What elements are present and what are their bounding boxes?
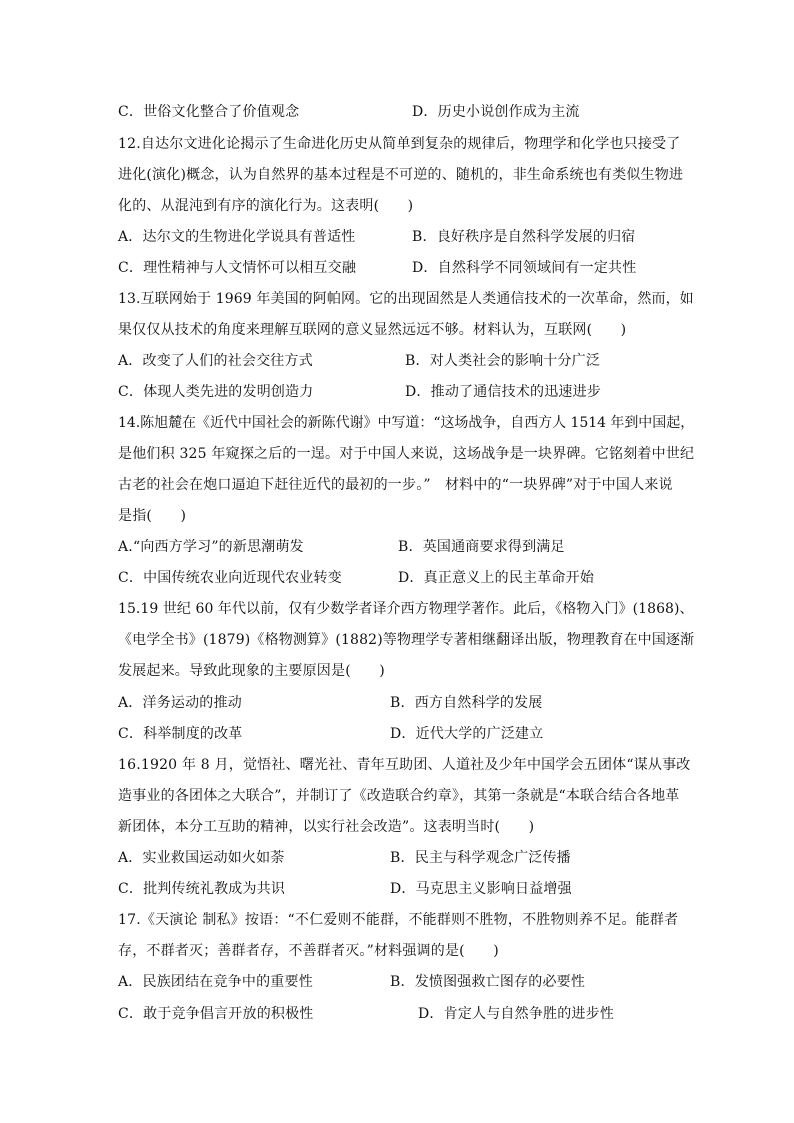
option-b: B．良好秩序是自然科学发展的归宿 [412, 229, 636, 245]
option-d: D．推动了通信技术的迅速进步 [405, 384, 602, 400]
option-d: D．近代大学的广泛建立 [390, 726, 544, 742]
question-text-line: 是他们积 325 年窥探之后的一逞。对于中国人来说，这场战争是一块界碑。它铭刻着中世纪 [118, 446, 695, 462]
question-text-line: 新团体，本分工互助的精神，以实行社会改造”。这表明当时( ) [118, 819, 535, 835]
option-a: A．民族团结在竞争中的重要性 [118, 974, 313, 990]
question-text-line: 果仅仅从技术的角度来理解互联网的意义显然远远不够。材料认为，互联网( ) [118, 322, 627, 338]
option-d: D．肯定人与自然争胜的进步性 [418, 1006, 615, 1022]
option-a: A．实业救国运动如火如荼 [118, 850, 285, 866]
question-text-line: 17.《天演论 制私》按语：“不仁爱则不能群，不能群则不胜物，不胜物则养不足。能群者 [118, 912, 679, 928]
option-d: D．自然科学不同领域间有一定共性 [412, 260, 637, 276]
question-text-line: 存，不群者灭；善群者存，不善群者灭。”材料强调的是( ) [118, 943, 499, 959]
option-c: C．体现人类先进的发明创造力 [118, 384, 314, 400]
option-b: B．对人类社会的影响十分广泛 [405, 353, 601, 369]
question-text-line: 12.自达尔文进化论揭示了生命进化历史从简单到复杂的规律后，物理学和化学也只接受了 [118, 136, 681, 152]
option-c: C．理性精神与人文情怀可以相互交融 [118, 260, 357, 276]
option-a: A．洋务运动的推动 [118, 695, 242, 711]
option-b: B．英国通商要求得到满足 [398, 539, 565, 555]
option-c: C．批判传统礼教成为共识 [118, 881, 286, 897]
question-text-line: 14.陈旭麓在《近代中国社会的新陈代谢》中写道：“这场战争，自西方人 1514 年到中国起， [118, 415, 695, 431]
question-text-line: 15.19 世纪 60 年代以前，仅有少数学者译介西方物理学著作。此后，《格物入门》(1868)、 [118, 601, 694, 617]
option-a: A．改变了人们的社会交往方式 [118, 353, 313, 369]
question-text-line: 古老的社会在炮口逼迫下赶往近代的最初的一步。” 材料中的“一块界碑”对于中国人来说 [118, 477, 673, 493]
question-text-line: 是指( ) [118, 508, 187, 524]
option-d: D．真正意义上的民主革命开始 [398, 570, 595, 586]
question-text-line: 16.1920 年 8 月，觉悟社、曙光社、青年互助团、人道社及少年中国学会五团体“谋从事改 [118, 757, 691, 773]
option-d: D．马克思主义影响日益增强 [390, 881, 572, 897]
question-text-line: 发展起来。导致此现象的主要原因是( ) [118, 663, 385, 679]
option-c: C．世俗文化整合了价值观念 [118, 104, 300, 120]
question-text-line: 13.互联网始于 1969 年美国的阿帕网。它的出现固然是人类通信技术的一次革命，然而，如 [118, 291, 694, 307]
option-a: A．达尔文的生物进化学说具有普适性 [118, 229, 356, 245]
option-a: A.“向西方学习”的新思潮萌发 [118, 539, 304, 555]
option-d: D．历史小说创作成为主流 [412, 104, 580, 120]
question-text-line: 化的、从混沌到有序的演化行为。这表明( ) [118, 198, 414, 214]
option-c: C．中国传统农业向近现代农业转变 [118, 570, 342, 586]
option-b: B．西方自然科学的发展 [390, 695, 543, 711]
option-b: B．发愤图强救亡图存的必要性 [390, 974, 586, 990]
option-c: C．科举制度的改革 [118, 726, 243, 742]
question-text-line: 《电学全书》(1879)《格物测算》(1882)等物理学专著相继翻译出版，物理教育在中国逐渐 [118, 632, 695, 648]
option-b: B．民主与科学观念广泛传播 [390, 850, 571, 866]
question-text-line: 进化(演化)概念，认为自然界的基本过程是不可逆的、随机的，非生命系统也有类似生物进 [118, 167, 684, 183]
question-text-line: 造事业的各团体之大联合”，并制订了《改造联合约章》，其第一条就是“本联合结合各地革 [118, 788, 680, 804]
option-c: C．敢于竞争倡言开放的积极性 [118, 1006, 314, 1022]
